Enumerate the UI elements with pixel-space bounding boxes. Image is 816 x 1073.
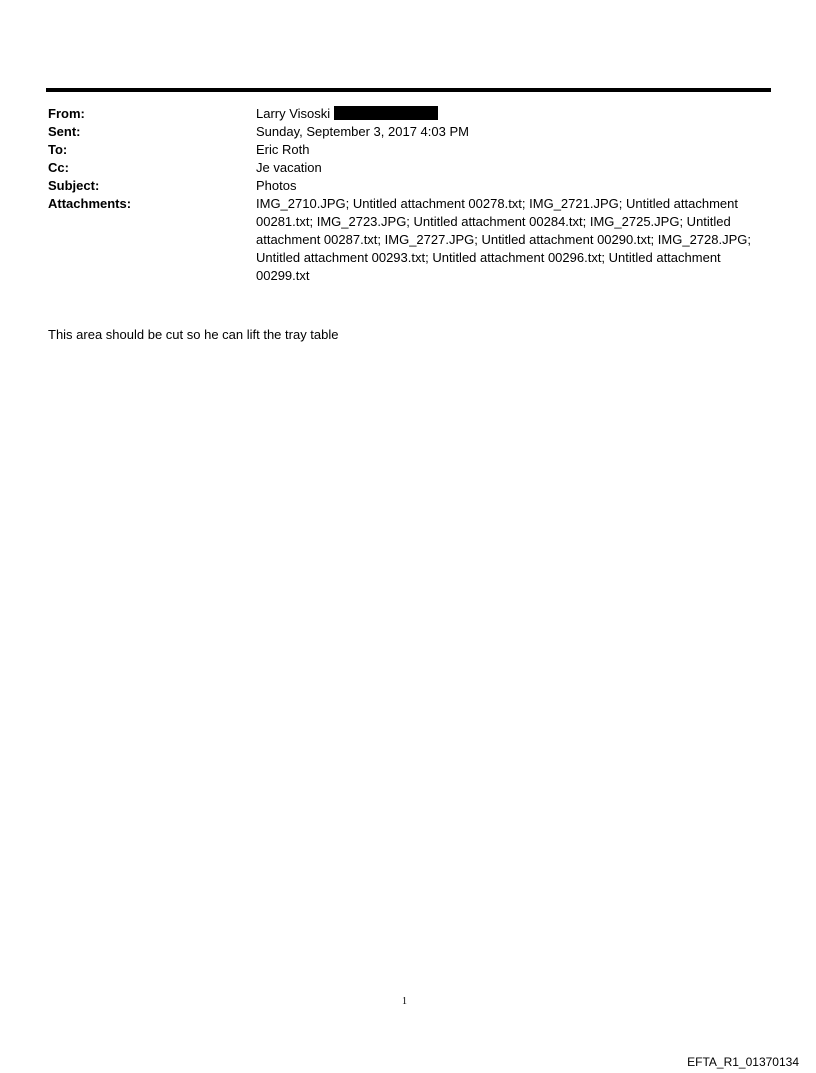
page-number: 1 xyxy=(402,996,407,1007)
to-label: To: xyxy=(48,142,68,157)
to-row xyxy=(48,141,768,159)
subject-value: Photos xyxy=(256,178,297,193)
attachments-row xyxy=(48,195,768,285)
bates-number: EFTA_R1_01370134 xyxy=(687,1055,799,1069)
cc-row xyxy=(48,159,768,177)
redaction-block xyxy=(334,106,438,120)
attachments-line: Untitled attachment 00293.txt; Untitled attachment 00296.txt; Untitled attachment xyxy=(256,250,721,265)
sent-row xyxy=(48,123,768,141)
attachments-line: 00281.txt; IMG_2723.JPG; Untitled attachment 00284.txt; IMG_2725.JPG; Untitled xyxy=(256,214,731,229)
header-divider xyxy=(46,88,771,92)
attachments-label: Attachments: xyxy=(48,196,132,211)
subject-row xyxy=(48,177,768,195)
to-value: Eric Roth xyxy=(256,142,310,157)
cc-value: Je vacation xyxy=(256,160,322,175)
attachments-line: 00299.txt xyxy=(256,268,310,283)
email-header xyxy=(48,105,768,285)
attachments-value xyxy=(256,195,768,285)
cc-label: Cc: xyxy=(48,160,69,175)
sent-label: Sent: xyxy=(48,124,81,139)
email-body: This area should be cut so he can lift the tray table xyxy=(48,327,339,342)
attachments-line: IMG_2710.JPG; Untitled attachment 00278.txt; IMG_2721.JPG; Untitled attachment xyxy=(256,196,738,211)
from-value: Larry Visoski xyxy=(256,106,331,121)
from-row xyxy=(48,105,768,123)
subject-label: Subject: xyxy=(48,178,100,193)
sent-value: Sunday, September 3, 2017 4:03 PM xyxy=(256,124,469,139)
attachments-line: attachment 00287.txt; IMG_2727.JPG; Untitled attachment 00290.txt; IMG_2728.JPG; xyxy=(256,232,751,247)
from-label: From: xyxy=(48,106,85,121)
from-value-container xyxy=(256,105,768,123)
